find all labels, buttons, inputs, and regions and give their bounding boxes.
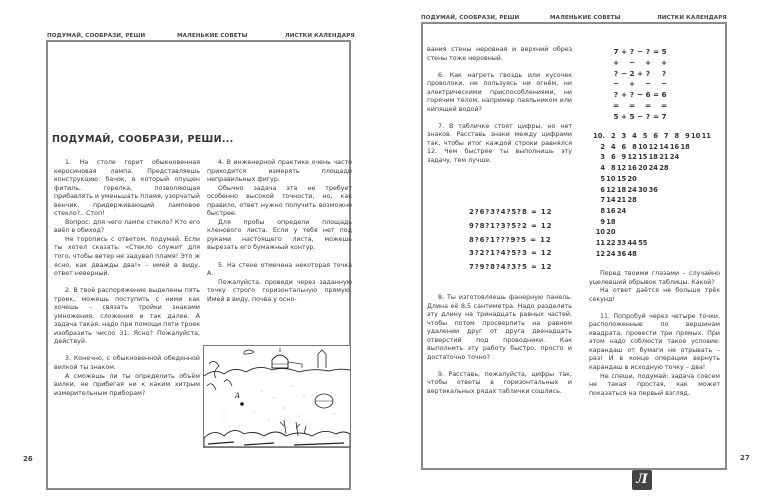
table-fragment-cell: 18 [616, 185, 627, 194]
table-fragment-cell: 12 [627, 153, 637, 162]
right-page-column-2 [589, 270, 720, 398]
table-fragment-row [592, 238, 711, 249]
problem-10-table-fragment [592, 131, 711, 259]
table-fragment-cell: 6 [621, 142, 627, 151]
table-fragment-cell: 8 [632, 142, 637, 151]
problem-1-question: Вопрос: для чего лампе стекло? Кто его ввёл в обиход? [54, 218, 200, 235]
equation-grid-cell: ? [629, 47, 635, 56]
right-page-column-1 [427, 46, 572, 166]
problem-5-task: Пожалуйста, проведи через заданную точку строго горизонтальную прямую. Имей в виду, почва у осно- [207, 278, 352, 303]
equation-grid-cell: ? [613, 68, 619, 78]
equation-grid-cell: − [620, 68, 628, 78]
table-fragment-cell: 24 [648, 164, 658, 173]
equation-grid-cell [636, 101, 644, 112]
table-fragment-cell: 7 [600, 196, 605, 205]
table-fragment-cell: 16 [606, 206, 616, 215]
table-fragment-cell: 28 [659, 164, 669, 173]
problem-10-time: На ответ даётся не больше трёх секунд! [589, 287, 720, 303]
table-fragment-cell: 12 [648, 142, 658, 151]
equation-grid-cell: 5 [613, 111, 619, 121]
table-fragment-cell: 6 [653, 132, 658, 140]
table-fragment-cell: 21 [659, 153, 669, 162]
table-fragment-cell: 48 [627, 249, 637, 258]
equation-grid-cell: = [660, 100, 668, 110]
section-title: ПОДУМАЙ, СООБРАЗИ, РЕШИ... [52, 134, 234, 145]
equation-grid-cell: ? [645, 111, 651, 121]
digit-row: 7?9?8?4?3?5 = 12 [469, 263, 553, 272]
equation-grid-cell: ? [661, 68, 667, 78]
equation-grid-cell: 6 [645, 90, 651, 100]
table-fragment-cell: 20 [606, 228, 616, 237]
equation-grid-cell: 2 [629, 68, 635, 78]
publisher-logo-icon: Л [632, 470, 652, 490]
equation-grid-cell: 5 [661, 47, 667, 56]
equation-grid-row [612, 112, 668, 123]
equation-grid-cell: ? [645, 47, 651, 56]
point-a-marker [240, 402, 244, 406]
table-fragment-row [592, 152, 711, 163]
table-fragment-cell: 36 [648, 185, 658, 194]
problem-4-text: 4. В инженерной практике очень часто приходится измерять площади неправильных фигур. [207, 159, 352, 184]
equation-grid-cell: = [612, 100, 620, 110]
equation-grid-cell: ? [613, 90, 619, 100]
table-fragment-cell: 15 [616, 174, 627, 183]
problem-4-note: Обычно задача эта не требует особенно высокой точности, но, как правило, ответ нужно получить возможно быстрее. [207, 184, 352, 218]
table-fragment-cell: 2 [610, 132, 616, 140]
table-fragment-cell: 8 [600, 206, 605, 215]
equation-grid-cell: − [628, 57, 636, 67]
table-fragment-cell: 15 [638, 153, 648, 162]
table-fragment-cell: 9 [685, 132, 690, 140]
problem-5-continuation: вания стены неровная и верхний обрез стены тоже неровный. [427, 46, 572, 62]
table-fragment-cell: 4 [610, 142, 616, 151]
table-fragment-cell: 3 [600, 153, 605, 162]
digit-row: 9?8?1?3?5?2 = 12 [469, 221, 553, 230]
page-number-right: 27 [740, 454, 750, 462]
problem-11-text: 11. Попробуй через четыре точки, расположенные по вершинам квадрата, провести три прямых. При этом надо соблюсти такое условие: карандаш от бумаги не отрывать – раз! И в конце операции вернуть карандаш в исходную точку – два! [589, 312, 720, 371]
equation-grid-cell: 6 [661, 90, 667, 100]
table-fragment-cell: 4 [632, 132, 637, 140]
table-fragment-cell: 6 [610, 153, 616, 162]
equation-grid-cell: + [628, 79, 636, 89]
equation-grid-cell [636, 79, 644, 90]
table-fragment-cell: 24 [616, 206, 627, 215]
table-fragment-cell: 10 [638, 142, 648, 151]
table-fragment-cell: 18 [606, 217, 616, 226]
equation-grid-cell: − [636, 111, 644, 121]
equation-grid-cell [620, 101, 628, 112]
equation-grid-cell [620, 79, 628, 90]
table-fragment-cell: 5 [642, 132, 648, 140]
table-fragment-row [592, 174, 711, 185]
table-fragment-cell: 9 [600, 217, 605, 226]
equation-grid-cell: 7 [661, 111, 667, 121]
table-fragment-cell: 9 [621, 153, 627, 162]
equation-grid-cell: − [660, 79, 668, 89]
landscape-drawing-icon [204, 346, 350, 447]
page-number-left: 26 [23, 455, 33, 463]
equation-grid-cell: ? [629, 90, 635, 100]
equation-grid-cell: + [644, 57, 652, 67]
table-fragment-cell: 8 [610, 164, 616, 173]
table-fragment-row [592, 227, 711, 238]
table-fragment-cell: 14 [659, 142, 669, 151]
problem-5-text: 5. На стене отмечена некоторая точка А. [207, 261, 352, 278]
running-header-right-section: ПОДУМАЙ, СООБРАЗИ, РЕШИ [421, 15, 520, 21]
equation-grid-cell: + [612, 57, 620, 67]
table-fragment-row [592, 206, 711, 217]
problem-1-hint: Не торопись с ответом, подумай. Если ты хотел сказать: «Стекло служит для того, чтобы ветер не задувал пламя! Это ж ясно, как дважды два!» – имей в виду, ответ неверный. [54, 235, 200, 278]
equation-grid-cell: = [652, 111, 660, 121]
problem-1-text: 1. На столе горит обыкновенная керосиновая лампа. Представляешь конструкцию: бачок, в который опущен фитиль, горелка, позволяющая прибавлять и уменьшать пламя, узорчатый венчик, придерживающий ламповое стекло?.. Стоп! [54, 159, 200, 218]
equation-grid-cell [652, 79, 660, 90]
equation-grid-cell [636, 58, 644, 69]
table-fragment-cell: 3 [621, 132, 627, 140]
equation-grid-cell: + [620, 90, 628, 100]
table-fragment-cell: 10 [691, 132, 701, 140]
table-fragment-cell: 11 [701, 132, 711, 140]
table-fragment-cell: 36 [616, 249, 627, 258]
table-fragment-cell: 30 [638, 185, 648, 194]
problem-7-text: 7. В табличке стоят цифры, но нет знаков. Расставь знаки между цифрами так, чтобы итог каждой строки равнялся 12. Чем быстрее ты выполнишь эту задачу, тем лучше. [427, 122, 572, 165]
table-fragment-cell: 20 [627, 174, 637, 183]
equation-grid-row [612, 101, 668, 112]
equation-grid-cell: − [612, 79, 620, 89]
table-fragment-row [592, 163, 711, 174]
equation-grid-cell: 5 [629, 111, 635, 121]
digit-row: 8?6?1???9?5 = 12 [469, 235, 552, 244]
equation-grid-cell: + [620, 111, 628, 121]
problem-3-text: 3. Конечно, с обыкновенной обеденной вилкой ты знаком. [54, 355, 200, 372]
equation-grid-cell: − [636, 90, 644, 100]
equation-grid-cell [652, 101, 660, 112]
problem-11-note: Не спеши, подумай: задача совсем не такая простая, как может показаться на первый взгляд. [589, 372, 720, 397]
problem-10-text: Перед твоими глазами – случайно уцелевший обрывок таблицы. Какой? [589, 270, 720, 286]
table-fragment-cell: 55 [638, 239, 648, 248]
table-fragment-cell: 10 [595, 228, 605, 237]
table-fragment-cell: 10 [606, 174, 616, 183]
problem-8-text: 8. Ты изготовляешь фанерную панель. Длина её 8,5 сантиметра. Надо разделить эту длину на тринадцать равных частей, чтобы потом просверлить на равном удалении друг от друга двенадцать отверстий под проводники. Как выполнить эту работу быстро, просто и достаточно точно? [427, 294, 572, 361]
table-fragment-cell: 6 [600, 185, 605, 194]
table-fragment-cell: 12 [616, 164, 627, 173]
table-fragment-cell: 12 [595, 249, 605, 258]
wall-illustration [203, 345, 351, 448]
table-fragment-row [592, 131, 711, 142]
equation-grid-row [612, 58, 668, 69]
table-fragment-cell: 21 [616, 196, 627, 205]
equation-grid-cell [652, 58, 660, 69]
equation-grid-cell: = [644, 100, 652, 110]
problem-3-question: А сможешь ли ты определить объём вилки, не прибегая ни к каким хитрым измерительным приборам? [54, 372, 200, 397]
table-fragment-cell: 7 [663, 132, 669, 140]
table-fragment-row [592, 195, 711, 206]
equation-grid-row [612, 47, 668, 58]
table-fragment-cell: 16 [627, 164, 637, 173]
digit-row: 3?2?1?4?5?3 = 12 [469, 249, 553, 258]
problem-9-equation-grid [612, 47, 668, 123]
table-fragment-cell: 22 [606, 239, 616, 248]
left-page-column-1 [54, 159, 200, 398]
left-page-column-2 [207, 159, 352, 304]
equation-grid-cell: + [620, 47, 628, 56]
right-page-column-1-lower [427, 294, 572, 397]
equation-grid-cell: = [628, 100, 636, 110]
equation-grid-cell: − [636, 47, 644, 56]
table-fragment-row [592, 217, 711, 228]
table-fragment-cell: 20 [638, 164, 648, 173]
equation-grid-cell: = [652, 47, 660, 56]
table-fragment-cell: 10. [593, 132, 605, 140]
table-fragment-row [592, 185, 711, 196]
problem-6-text: 6. Как нагреть гвоздь или кусочек проволоки, не пользуясь ни огнём, ни электрическими приспособлениями, ни горячим телом, например паяльником или кипящей водой? [427, 71, 572, 113]
table-fragment-cell: 24 [627, 185, 637, 194]
table-fragment-cell: 4 [600, 164, 605, 173]
table-fragment-cell: 2 [600, 142, 605, 151]
equation-grid-cell: − [644, 79, 652, 89]
equation-grid-row [612, 90, 668, 101]
running-header-left-center: МАЛЕНЬКИЕ СОВЕТЫ [177, 33, 248, 39]
table-fragment-cell: 28 [627, 196, 637, 205]
table-fragment-cell: 8 [674, 132, 680, 140]
table-fragment-cell: 44 [627, 239, 637, 248]
problem-2-text: 2. В твоё распоряжение выделены пять троек, можешь поступить с ними как хочешь – связать тройки знаками умножения, сложения и так далее. А задача такая: надо при помощи пяти троек изобразить число 31. Ясно? Пожалуйста, действуй. [54, 287, 200, 346]
equation-grid-cell: + [660, 57, 668, 67]
table-fragment-cell: 24 [669, 153, 680, 162]
equation-grid-cell: 7 [613, 47, 619, 56]
problem-9-text: 9. Расставь, пожалуйста, цифры так, чтобы ответы в горизонтальных и вертикальных рядах таблички сошлись. [427, 370, 572, 395]
problem-4-task: Для пробы определи площадь кленового листа. Если у тебя нет под руками настоящего листа, можешь вырезать его бумажный контур. [207, 218, 352, 252]
equation-grid-cell [652, 69, 660, 80]
equation-grid-cell: ? [645, 68, 651, 78]
table-fragment-cell: 12 [606, 185, 616, 194]
running-header-left-right: ЛИСТКИ КАЛЕНДАРЯ [285, 33, 355, 39]
table-fragment-row [592, 249, 711, 260]
running-header-right-center: МАЛЕНЬКИЕ СОВЕТЫ [550, 15, 621, 21]
point-a-label: A [235, 392, 241, 400]
equation-grid-cell: = [652, 90, 660, 100]
digit-row: 2?6?3?4?5?8 = 12 [469, 208, 553, 216]
table-fragment-cell: 24 [606, 249, 616, 258]
table-fragment-cell: 14 [606, 196, 616, 205]
running-header-left-section: ПОДУМАЙ, СООБРАЗИ, РЕШИ [47, 33, 146, 39]
table-fragment-cell: 5 [600, 174, 605, 183]
table-fragment-cell: 33 [616, 239, 627, 248]
table-fragment-row [592, 142, 711, 153]
running-header-right-right: ЛИСТКИ КАЛЕНДАРЯ [657, 15, 727, 21]
table-fragment-cell: 16 [669, 142, 680, 151]
table-fragment-cell: 11 [595, 239, 605, 248]
table-fragment-cell: 18 [680, 142, 690, 151]
equation-grid-row [612, 79, 668, 90]
problem-7-digit-rows [469, 206, 552, 275]
equation-grid-cell: + [636, 68, 644, 78]
equation-grid-row [612, 69, 668, 80]
table-fragment-cell: 18 [648, 153, 658, 162]
equation-grid-cell [620, 58, 628, 69]
